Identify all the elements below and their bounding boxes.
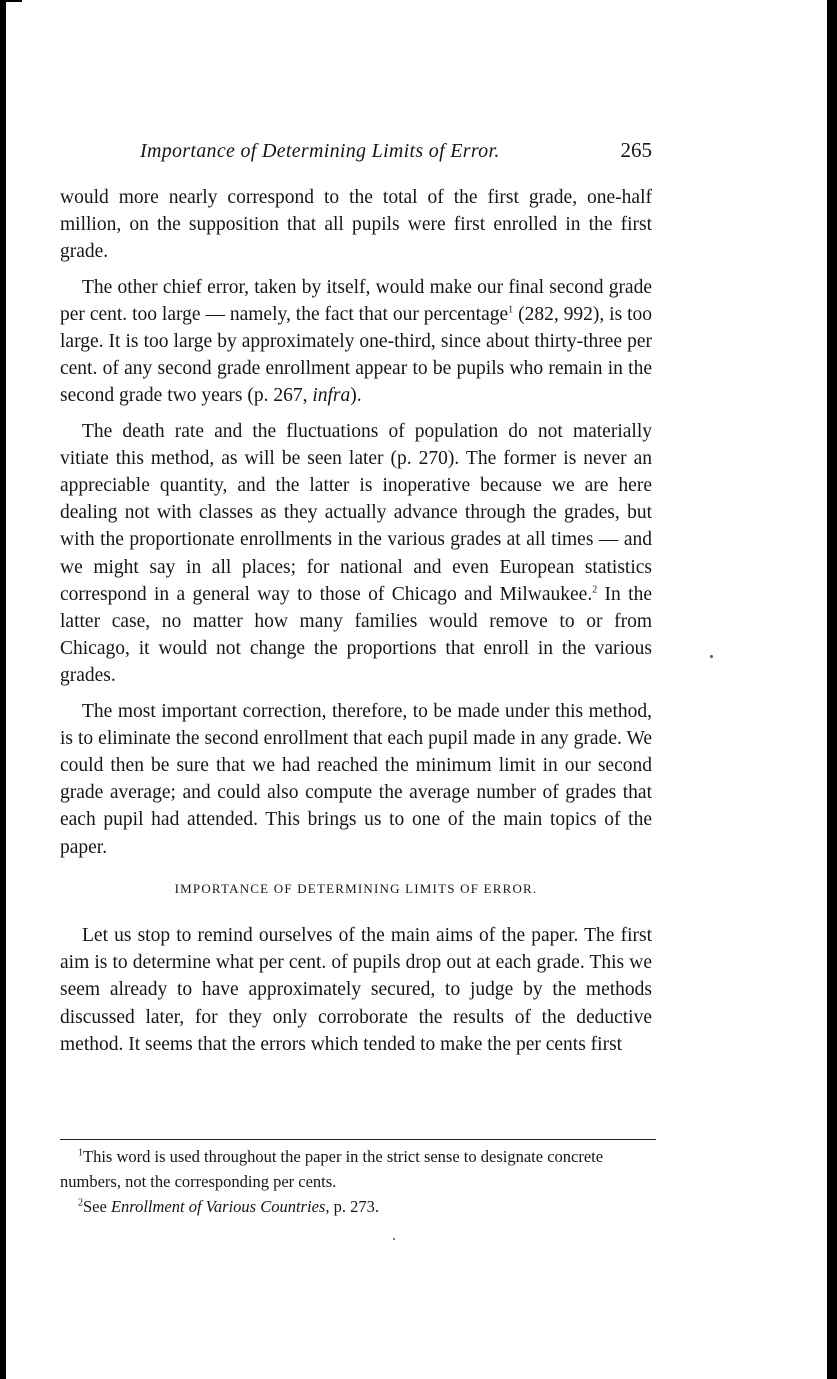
footnotes	[60, 1144, 656, 1219]
p2-text-a: The other chief error, taken by itself, would make our final second grade per cent. too large — namely, the fact that our percentage	[60, 276, 652, 325]
footnote-ref-1: 1	[508, 304, 514, 316]
footnote-2-italic: Enrollment of Various Countries	[110, 1197, 326, 1216]
scan-speck	[710, 655, 713, 658]
footnote-rule	[60, 1139, 656, 1140]
footnote-2-mark: 2	[78, 1197, 83, 1209]
running-title: Importance of Determining Limits of Error.	[140, 140, 500, 162]
paragraph-correction: The most important correction, therefore, to be made under this method, is to eliminate the second enrollment that each pupil made in any grade. We could then be sure that we had reached the minimum limit in our second grade average; and could also compute the average number of grades that each pupil had attended. This brings us to one of the main topics of the paper.	[60, 700, 652, 858]
scan-edge-mark	[0, 0, 22, 10]
footnote-ref-2: 2	[592, 584, 598, 596]
p2-text-c: ).	[350, 385, 362, 407]
p2-text-b: (282, 992), is too large. It is too large by approximately one-third, since about thirty-three per cent. of any second grade enrollment appear to be pupils who remain in the second grade two years (p. 267,	[60, 303, 652, 407]
body-text	[60, 184, 652, 1066]
scan-speck	[393, 1238, 395, 1240]
running-head	[60, 136, 652, 170]
footnote-1-text: This word is used throughout the paper in the strict sense to designate concrete numbers, not the corresponding per cents.	[60, 1147, 604, 1191]
p2-italic: infra	[312, 385, 351, 407]
page-number: 265	[620, 138, 652, 162]
footnote-2	[60, 1194, 656, 1219]
p3-text-b: In the latter case, no matter how many families would remove to or from Chicago, it would not change the proportions that enroll in the various grades.	[60, 583, 652, 687]
section-heading: IMPORTANCE OF DETERMINING LIMITS OF ERROR.	[174, 880, 538, 896]
footnote-1-mark: 1	[78, 1147, 83, 1159]
paragraph-other-chief-error	[60, 274, 652, 410]
footnote-2-pre: See	[83, 1197, 111, 1216]
p3-text-a: The death rate and the fluctuations of population do not materially vitiate this method, as will be seen later (p. 270). The former is never an appreciable quantity, and the latter is inoperative because we are here dealing not with classes as they actually advance through the grades, but with the proportionate enrollments in the various grades at all times — and we might say in all places; for national and even European statistics correspond in a general way to those of Chicago and Milwaukee.	[60, 420, 652, 605]
paragraph-continued: would more nearly correspond to the total of the first grade, one-half million, on the supposition that all pupils were first enrolled in the first grade.	[60, 187, 652, 263]
footnote-2-post: , p. 273.	[325, 1197, 379, 1216]
footnote-1	[60, 1144, 656, 1194]
paragraph-main-aims: Let us stop to remind ourselves of the main aims of the paper. The first aim is to determine what per cent. of pupils drop out at each grade. This we seem already to have approximately secured, to judge by the methods discussed later, for they only corroborate the results of the deductive method. It seems that the errors which tended to make the per cents first	[60, 925, 652, 1055]
paragraph-death-rate	[60, 418, 652, 690]
